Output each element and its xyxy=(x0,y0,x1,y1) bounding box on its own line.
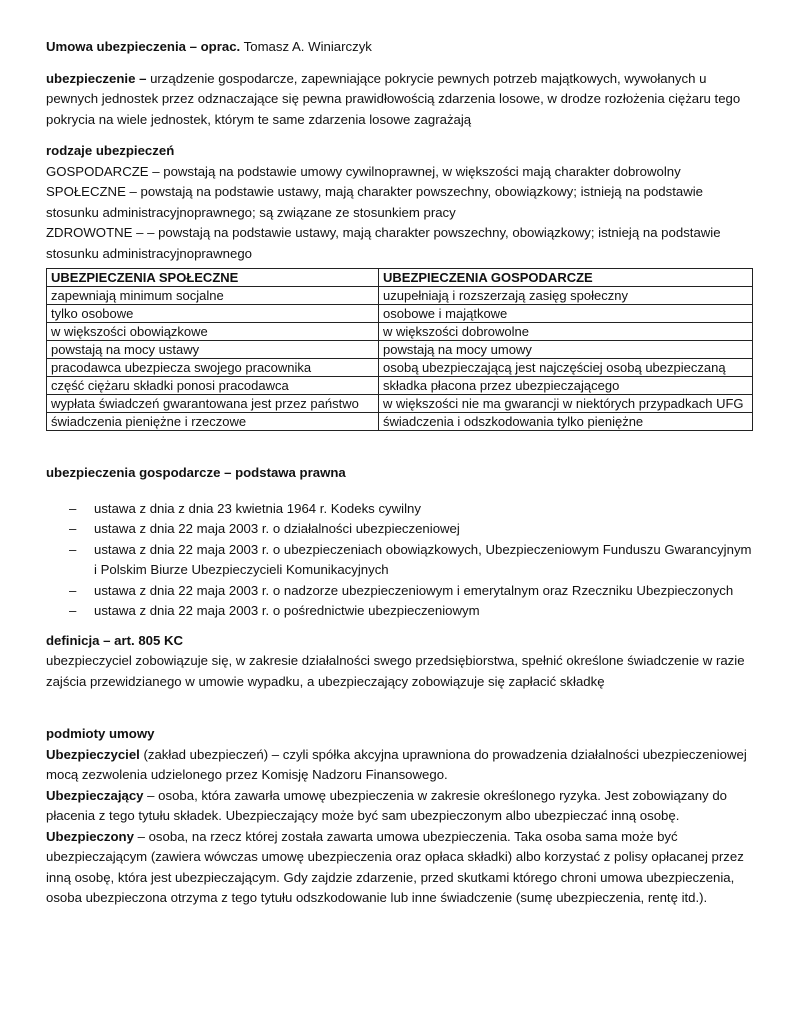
title-bold: Umowa ubezpieczenia – oprac. xyxy=(46,39,241,54)
table-row xyxy=(47,413,753,431)
table-row xyxy=(47,359,753,377)
table-row xyxy=(47,323,753,341)
subject-term: Ubezpieczony xyxy=(46,828,134,844)
types-heading: rodzaje ubezpieczeń xyxy=(46,143,175,158)
insurance-definition xyxy=(46,69,758,131)
table-cell: pracodawca ubezpiecza swojego pracownika xyxy=(47,359,379,377)
list-item-text: ustawa z dnia 22 maja 2003 r. o działalności ubezpieczeniowej xyxy=(94,521,460,536)
table-cell: zapewniają minimum socjalne xyxy=(47,287,379,305)
table-header-row xyxy=(47,269,753,287)
subject-term: Ubezpieczający xyxy=(46,787,144,803)
definition-text: urządzenie gospodarcze, zapewniające pokrycie pewnych potrzeb majątkowych, wywołanych u pewnych jednostek przez odznaczające się pewna prawidłowością zdarzenia losowe, w drodze rozłożenia ciężaru tego pokrycia na wiele jednostek, którym te same zdarzenia losowe zagrażają xyxy=(46,70,741,127)
table-row xyxy=(47,305,753,323)
table-row xyxy=(47,395,753,413)
table-cell: powstają na mocy umowy xyxy=(379,341,753,359)
list-item-text: ustawa z dnia z dnia 23 kwietnia 1964 r. Kodeks cywilny xyxy=(94,500,421,516)
list-item xyxy=(46,519,758,540)
document-page xyxy=(46,37,758,909)
subject-insurer xyxy=(46,745,758,786)
dash-bullet-icon: – xyxy=(69,582,77,598)
list-item xyxy=(46,581,758,602)
list-item-text: ustawa z dnia 22 maja 2003 r. o nadzorze ubezpieczeniowym i emerytalnym oraz Rzeczniku Ubezpieczonych xyxy=(94,582,734,598)
list-item-text: ustawa z dnia 22 maja 2003 r. o ubezpieczeniach obowiązkowych, Ubezpieczeniowym Funduszu Gwarancyjnym i Polskim Biurze Ubezpieczycieli Komunikacyjnych xyxy=(94,541,752,577)
table-row xyxy=(47,377,753,395)
title-author: Tomasz A. Winiarczyk xyxy=(240,39,372,54)
table-cell: składka płacona przez ubezpieczającego xyxy=(379,377,753,395)
art805-text: ubezpieczyciel zobowiązuje się, w zakresie działalności swego przedsiębiorstwa, spełnić określone świadczenie w razie zajścia przewidzianego w umowie wypadku, a ubezpieczający zobowiązuje się zapłacić składkę xyxy=(46,653,745,689)
column-header: UBEZPIECZENIA GOSPODARCZE xyxy=(379,269,753,287)
subject-insured xyxy=(46,827,758,909)
art805-heading: definicja – art. 805 KC xyxy=(46,632,184,648)
comparison-table xyxy=(46,268,753,431)
table-cell: osobą ubezpieczającą jest najczęściej osobą ubezpieczaną xyxy=(379,359,753,377)
subject-text: (zakład ubezpieczeń) – czyli spółka akcyjna uprawniona do prowadzenia działalności ubezpieczeniowej mocą zezwolenia udzielonego przez Komisję Nadzoru Finansowego. xyxy=(46,746,747,782)
table-cell: w większości dobrowolne xyxy=(379,323,753,341)
table-cell: tylko osobowe xyxy=(47,305,379,323)
subject-policyholder xyxy=(46,786,758,827)
type-item: SPOŁECZNE – powstają na podstawie ustawy, mają charakter powszechny, obowiązkowy; istnieją na podstawie stosunku administracyjnoprawnego; są związane ze stosunkiem pracy xyxy=(46,184,704,220)
list-item xyxy=(46,601,758,622)
subject-text: – osoba, na rzecz której została zawarta umowa ubezpieczenia. Taka osoba sama może być ubezpieczającym (zawiera wówczas umowę ubezpieczenia oraz opłaca składki) albo korzystać z polisy opłacanej przez inną osobę, która jest ubezpieczającym. Gdy zajdzie zdarzenie, przed skutkami którego chroni umowa ubezpieczenia, osoba ubezpieczona otrzyma z tego tytułu odszkodowanie lub inne świadczenie (sumę ubezpieczenia, rentę itd.). xyxy=(46,828,744,905)
dash-bullet-icon: – xyxy=(69,521,77,536)
list-item xyxy=(46,499,758,520)
table-cell: wypłata świadczeń gwarantowana jest przez państwo xyxy=(47,395,379,413)
type-item: GOSPODARCZE – powstają na podstawie umowy cywilnoprawnej, w większości mają charakter dobrowolny xyxy=(46,163,681,179)
list-item-text: ustawa z dnia 22 maja 2003 r. o pośrednictwie ubezpieczeniowym xyxy=(94,603,480,618)
table-cell: powstają na mocy ustawy xyxy=(47,341,379,359)
table-cell: osobowe i majątkowe xyxy=(379,305,753,323)
table-cell: świadczenia pieniężne i rzeczowe xyxy=(47,413,379,431)
table-cell: świadczenia i odszkodowania tylko pieniężne xyxy=(379,413,753,431)
legal-basis-list xyxy=(46,499,758,622)
table-cell: część ciężaru składki ponosi pracodawca xyxy=(47,377,379,395)
subject-text: – osoba, która zawarła umowę ubezpieczenia w zakresie określonego ryzyka. Jest zobowiązany do płacenia z tego tytułu składek. Ubezpieczający może być sam ubezpieczonym albo ubezpieczać inną osobę. xyxy=(46,787,727,823)
column-header: UBEZPIECZENIA SPOŁECZNE xyxy=(47,269,379,287)
table-cell: w większości obowiązkowe xyxy=(47,323,379,341)
subjects-heading: podmioty umowy xyxy=(46,726,155,741)
document-title xyxy=(46,37,758,58)
dash-bullet-icon: – xyxy=(69,541,77,557)
table-row xyxy=(47,341,753,359)
dash-bullet-icon: – xyxy=(69,603,77,618)
list-item xyxy=(46,540,758,581)
dash-bullet-icon: – xyxy=(69,500,77,516)
definition-term: ubezpieczenie – xyxy=(46,70,147,86)
legal-basis-heading: ubezpieczenia gospodarcze – podstawa prawna xyxy=(46,465,346,480)
table-cell: uzupełniają i rozszerzają zasięg społeczny xyxy=(379,287,753,305)
table-cell: w większości nie ma gwarancji w niektórych przypadkach UFG xyxy=(379,395,753,413)
subject-term: Ubezpieczyciel xyxy=(46,746,140,762)
type-item: ZDROWOTNE – – powstają na podstawie ustawy, mają charakter powszechny, obowiązkowy; istnieją na podstawie stosunku administracyjnoprawnego xyxy=(46,225,721,261)
table-row xyxy=(47,287,753,305)
